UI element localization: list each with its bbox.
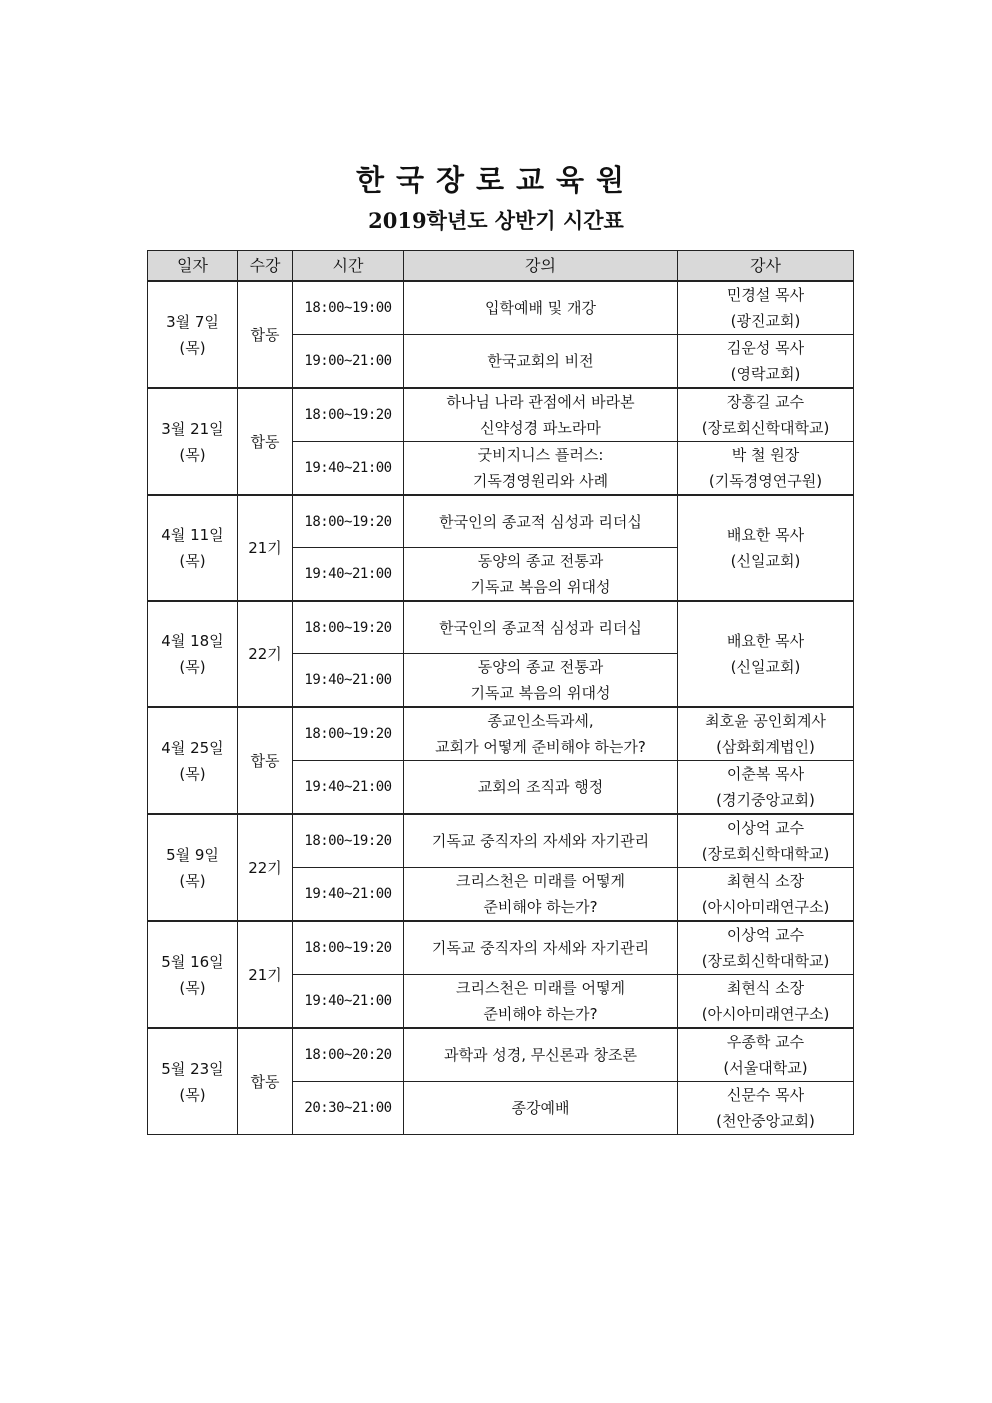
- column-header-course: 수강: [238, 251, 293, 282]
- time-cell: 19:40~21:00: [293, 868, 404, 922]
- weekday-text: (목): [179, 658, 206, 676]
- table-row: [148, 814, 854, 868]
- table-row: [148, 388, 854, 442]
- lecture-cell: [404, 707, 678, 761]
- lecture-cell: [404, 975, 678, 1029]
- date-text: 4월 11일: [161, 526, 224, 544]
- date-cell: [148, 921, 238, 1028]
- speaker-cell-line: (장로회신학대학교): [701, 952, 830, 970]
- speaker-cell-line: 김운성 목사: [726, 339, 805, 357]
- lecture-cell: [404, 654, 678, 708]
- speaker-cell: [678, 495, 854, 601]
- lecture-cell-line: 교회가 어떻게 준비해야 하는가?: [435, 738, 646, 756]
- speaker-cell-line: (광진교회): [730, 312, 801, 330]
- lecture-cell: [404, 388, 678, 442]
- date-text: 3월 21일: [161, 419, 224, 438]
- speaker-cell: [678, 1028, 854, 1082]
- time-cell: 19:40~21:00: [293, 654, 404, 708]
- time-cell: 18:00~20:20: [293, 1028, 404, 1082]
- time-cell: 19:40~21:00: [293, 761, 404, 815]
- speaker-cell: [678, 975, 854, 1029]
- table-row: [148, 281, 854, 335]
- lecture-cell-line: 크리스천은 미래를 어떻게: [456, 872, 625, 890]
- speaker-cell: [678, 868, 854, 922]
- speaker-cell-line: 최현식 소장: [726, 979, 805, 997]
- lecture-cell-line: 동양의 종교 전통과: [477, 658, 604, 676]
- schedule-table: [147, 250, 854, 1135]
- speaker-cell: [678, 921, 854, 975]
- speaker-cell-line: (아시아미래연구소): [701, 1005, 830, 1023]
- time-cell: 19:40~21:00: [293, 442, 404, 496]
- lecture-cell-line: 하나님 나라 관점에서 바라본: [446, 393, 635, 411]
- column-header-lecture: 강의: [404, 251, 678, 282]
- page-subtitle: 2019학년도 상반기 시간표: [368, 208, 624, 233]
- time-cell: 18:00~19:20: [293, 495, 404, 548]
- lecture-cell: [404, 1082, 678, 1135]
- course-cell: 합동: [238, 388, 293, 495]
- lecture-cell-line: 한국교회의 비전: [487, 352, 594, 370]
- lecture-cell-line: 신약성경 파노라마: [480, 419, 601, 437]
- speaker-cell-line: (천안중앙교회): [716, 1112, 815, 1130]
- time-cell: 19:40~21:00: [293, 975, 404, 1029]
- speaker-cell-line: 이춘복 목사: [726, 765, 805, 783]
- table-row: [148, 921, 854, 975]
- lecture-cell: [404, 442, 678, 496]
- speaker-cell-line: 신문수 목사: [726, 1086, 805, 1104]
- date-text: 4월 25일: [161, 738, 224, 757]
- date-cell: [148, 388, 238, 495]
- speaker-cell-line: (기독경영연구원): [708, 472, 823, 490]
- course-cell: 22기: [238, 601, 293, 707]
- date-cell: [148, 814, 238, 921]
- course-cell: 합동: [238, 707, 293, 814]
- speaker-cell-line: (장로회신학대학교): [701, 845, 830, 863]
- speaker-cell-line: (서울대학교): [723, 1059, 808, 1077]
- time-cell: 18:00~19:20: [293, 707, 404, 761]
- date-text: 5월 9일: [166, 845, 219, 864]
- speaker-cell: [678, 388, 854, 442]
- time-cell: 18:00~19:20: [293, 921, 404, 975]
- lecture-cell-line: 과학과 성경, 무신론과 창조론: [444, 1046, 637, 1064]
- column-header-speaker: 강사: [678, 251, 854, 282]
- time-cell: 18:00~19:20: [293, 601, 404, 654]
- speaker-cell-line: 이상억 교수: [726, 819, 805, 837]
- lecture-cell: [404, 335, 678, 389]
- speaker-cell-line: 최현식 소장: [726, 872, 805, 890]
- lecture-cell: [404, 1028, 678, 1082]
- date-cell: [148, 281, 238, 388]
- speaker-cell-line: 우종학 교수: [726, 1033, 805, 1051]
- lecture-cell-line: 기독경영원리와 사례: [472, 472, 609, 490]
- lecture-cell-line: 기독교 복음의 위대성: [470, 684, 611, 702]
- schedule-body: [148, 281, 854, 1135]
- weekday-text: (목): [179, 552, 206, 570]
- weekday-text: (목): [179, 871, 206, 890]
- weekday-text: (목): [179, 338, 206, 357]
- lecture-cell-line: 교회의 조직과 행정: [477, 778, 604, 796]
- speaker-cell: [678, 761, 854, 815]
- lecture-cell-line: 기독교 복음의 위대성: [470, 578, 611, 596]
- date-cell: [148, 707, 238, 814]
- speaker-cell: [678, 281, 854, 335]
- speaker-cell-line: (아시아미래연구소): [701, 898, 830, 916]
- lecture-cell-line: 준비해야 하는가?: [483, 898, 598, 916]
- course-cell: 합동: [238, 1028, 293, 1135]
- lecture-cell: [404, 761, 678, 815]
- header-row: [148, 251, 854, 282]
- speaker-cell-line: (삼화회계법인): [716, 738, 815, 756]
- speaker-cell: [678, 601, 854, 707]
- lecture-cell-line: 종강예배: [511, 1099, 570, 1117]
- course-cell: 22기: [238, 814, 293, 921]
- date-cell: [148, 495, 238, 601]
- date-cell: [148, 601, 238, 707]
- table-row: [148, 495, 854, 548]
- speaker-cell-line: 배요한 목사: [726, 526, 805, 544]
- speaker-cell: [678, 1082, 854, 1135]
- speaker-cell-line: 최호윤 공인회계사: [705, 712, 826, 730]
- weekday-text: (목): [179, 1085, 206, 1104]
- time-cell: 18:00~19:20: [293, 814, 404, 868]
- course-cell: 21기: [238, 495, 293, 601]
- weekday-text: (목): [179, 764, 206, 783]
- lecture-cell-line: 기독교 중직자의 자세와 자기관리: [431, 832, 650, 850]
- date-cell: [148, 1028, 238, 1135]
- date-text: 5월 23일: [161, 1059, 224, 1078]
- speaker-cell-line: 민경설 목사: [726, 286, 805, 304]
- lecture-cell-line: 한국인의 종교적 심성과 리더십: [439, 618, 642, 637]
- speaker-cell-line: (신일교회): [730, 552, 801, 570]
- lecture-cell: [404, 495, 678, 548]
- date-text: 4월 18일: [161, 632, 224, 650]
- time-cell: 18:00~19:20: [293, 388, 404, 442]
- speaker-cell: [678, 814, 854, 868]
- lecture-cell: [404, 868, 678, 922]
- lecture-cell-line: 한국인의 종교적 심성과 리더십: [439, 512, 642, 531]
- table-row: [148, 1028, 854, 1082]
- speaker-cell-line: (경기중앙교회): [716, 791, 815, 809]
- course-cell: 합동: [238, 281, 293, 388]
- table-row: [148, 707, 854, 761]
- weekday-text: (목): [179, 978, 206, 997]
- date-text: 3월 7일: [166, 312, 219, 331]
- speaker-cell: [678, 707, 854, 761]
- time-cell: 19:40~21:00: [293, 548, 404, 602]
- lecture-cell-line: 굿비지니스 플러스:: [477, 446, 604, 464]
- weekday-text: (목): [179, 445, 206, 464]
- column-header-time: 시간: [293, 251, 404, 282]
- lecture-cell: [404, 814, 678, 868]
- speaker-cell: [678, 335, 854, 389]
- lecture-cell: [404, 601, 678, 654]
- lecture-cell-line: 준비해야 하는가?: [483, 1005, 598, 1023]
- time-cell: 19:00~21:00: [293, 335, 404, 389]
- lecture-cell-line: 종교인소득과세,: [487, 712, 594, 730]
- speaker-cell-line: 이상억 교수: [726, 926, 805, 944]
- page-title: 한국장로교육원: [355, 163, 637, 197]
- speaker-cell-line: (영락교회): [730, 365, 801, 383]
- time-cell: 18:00~19:00: [293, 281, 404, 335]
- speaker-cell-line: 박 철 원장: [731, 446, 800, 464]
- lecture-cell: [404, 921, 678, 975]
- speaker-cell-line: (신일교회): [730, 658, 801, 676]
- lecture-cell-line: 크리스천은 미래를 어떻게: [456, 979, 625, 997]
- lecture-cell-line: 동양의 종교 전통과: [477, 552, 604, 570]
- table-row: [148, 601, 854, 654]
- speaker-cell-line: (장로회신학대학교): [701, 419, 830, 437]
- course-cell: 21기: [238, 921, 293, 1028]
- column-header-date: 일자: [148, 251, 238, 282]
- time-cell: 20:30~21:00: [293, 1082, 404, 1135]
- speaker-cell: [678, 442, 854, 496]
- speaker-cell-line: 배요한 목사: [726, 632, 805, 650]
- lecture-cell: [404, 281, 678, 335]
- speaker-cell-line: 장흥길 교수: [726, 393, 805, 411]
- lecture-cell: [404, 548, 678, 602]
- lecture-cell-line: 기독교 중직자의 자세와 자기관리: [431, 939, 650, 957]
- lecture-cell-line: 입학예배 및 개강: [485, 299, 596, 317]
- date-text: 5월 16일: [161, 952, 224, 971]
